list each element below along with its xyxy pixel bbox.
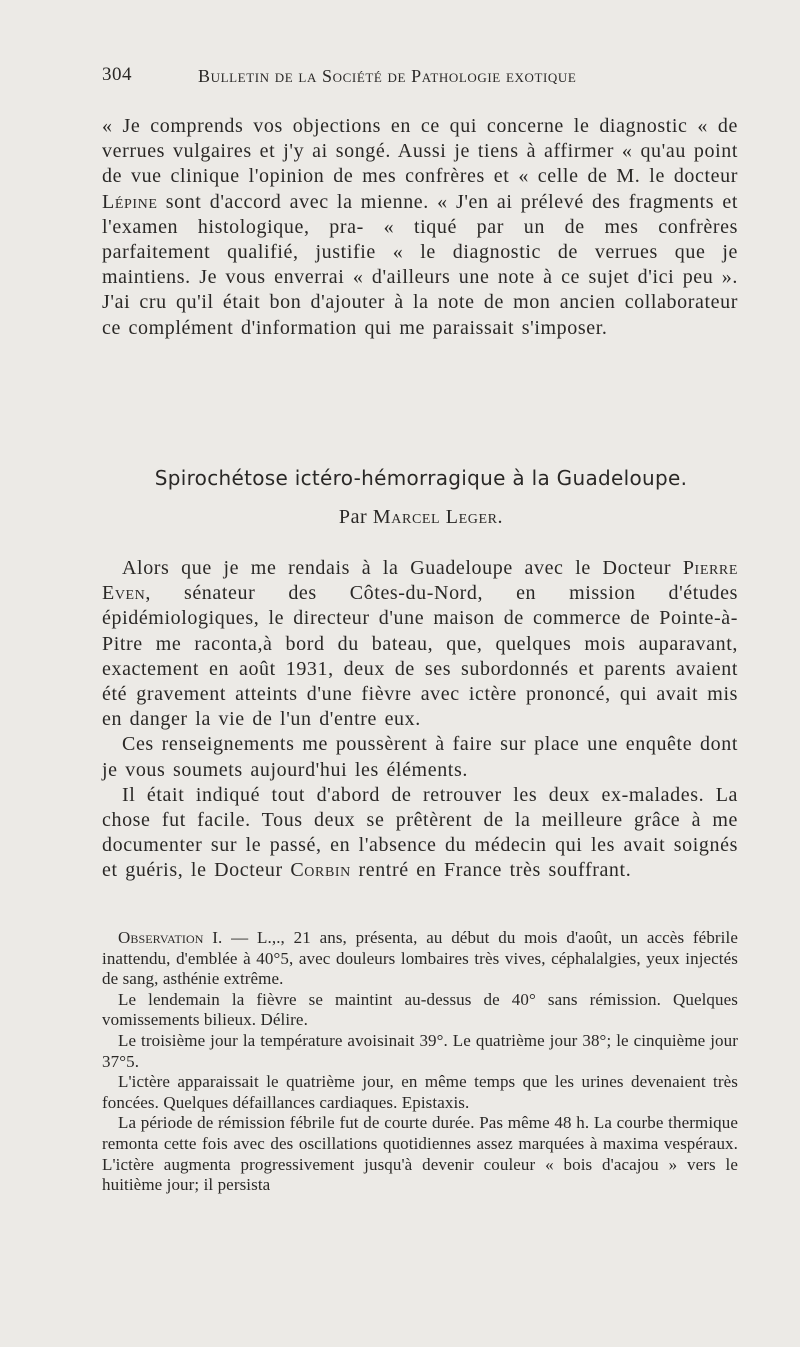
person-name: Pierre Even bbox=[102, 557, 738, 605]
article-body bbox=[102, 556, 738, 884]
paragraph: Alors que je me rendais à la Guadeloupe avec le Docteur Pierre Even, sénateur des Côtes-du-Nord, en mission d'études épidémiologiques, le directeur d'une maison de commerce de Pointe-à-Pitre me raconta,à bord du bateau, que, quelques mois auparavant, exactement en août 1931, deux de ses subordonnés et parents avaient été gravement atteints d'une fièvre avec ictère prononcé, qui avait mis en danger la vie de l'un d'entre eux. bbox=[102, 557, 738, 731]
observation-label: Observation I. bbox=[118, 928, 223, 947]
running-title: Bulletin de la Société de Pathologie exotique bbox=[198, 66, 577, 86]
paragraph: Observation I. — L.,., 21 ans, présenta, au début du mois d'août, un accès fébrile inattendu, d'emblée à 40°5, avec douleurs lombaires très vives, céphalalgies, yeux injectés de sang, asthénie extrême. bbox=[102, 928, 738, 989]
person-name: Lépine bbox=[102, 190, 158, 213]
paragraph: « Je comprends vos objections en ce qui concerne le diagnostic « de verrues vulgaires et j'y ai songé. Aussi je tiens à affirmer « qu'au point de vue clinique l'opinion de mes confrères et « celle de M. le docteur Lépine sont d'accord avec la mienne. « J'en ai prélevé des fragments et l'examen histologique, pra- « tiqué par un de mes confrères parfaitement qualifié, justifie « le diagnostic de verrues que je maintiens. Je vous enverrai « d'ailleurs une note à ce sujet d'ici peu ». J'ai cru qu'il était bon d'ajouter à la note de mon ancien collaborateur ce complément d'information qui me paraissait s'imposer. bbox=[102, 115, 738, 339]
author-name: Marcel Leger. bbox=[372, 506, 504, 528]
paragraph: Ces renseignements me poussèrent à faire sur place une enquête dont je vous soumets aujourd'hui les éléments. bbox=[102, 733, 738, 781]
paragraph: Le lendemain la fièvre se maintint au-dessus de 40° sans rémission. Quelques vomissements bilieux. Délire. bbox=[102, 989, 738, 1030]
article-title: Spirochétose ictéro-hémorragique à la Guadeloupe. bbox=[154, 466, 688, 490]
article-author: Par Marcel Leger. bbox=[338, 506, 504, 528]
person-name: Corbin bbox=[290, 859, 351, 882]
paragraph: Il était indiqué tout d'abord de retrouver les deux ex-malades. La chose fut facile. Tous deux se prêtèrent de la meilleure grâce à me documenter sur le passé, en l'absence du médecin qui les avait soignés et guéris, le Docteur Corbin rentré en France très souffrant. bbox=[102, 783, 738, 882]
paragraph: La période de rémission fébrile fut de courte durée. Pas même 48 h. La courbe thermique remonta cette fois avec des oscillations quotidiennes assez marquées à maxima vespéraux. L'ictère augmenta progressivement jusqu'à devenir couleur « bois d'acajou » vers le huitième jour; il persista bbox=[102, 1113, 738, 1195]
continued-text bbox=[102, 114, 738, 341]
paragraph: Le troisième jour la température avoisinait 39°. Le quatrième jour 38°; le cinquième jour 37°5. bbox=[102, 1030, 738, 1071]
observation-section bbox=[102, 928, 738, 1196]
paragraph: L'ictère apparaissait le quatrième jour, en même temps que les urines devenaient très foncées. Quelques défaillances cardiaques. Epistaxis. bbox=[102, 1072, 738, 1112]
page-number: 304 bbox=[102, 64, 132, 85]
